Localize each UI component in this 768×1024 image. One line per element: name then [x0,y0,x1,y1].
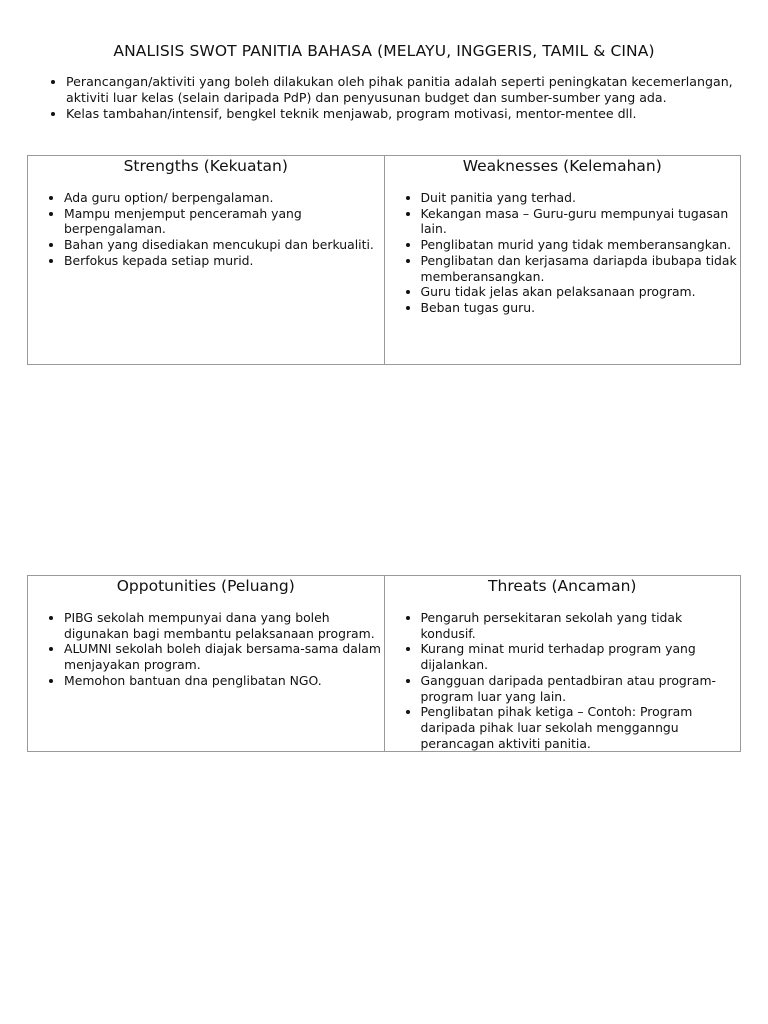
weaknesses-heading: Weaknesses (Kelemahan) [462,157,662,175]
opportunities-cell [28,576,385,752]
weaknesses-item: • Guru tidak jelas akan pelaksanaan program. [421,284,741,300]
intro-item: • Kelas tambahan/intensif, bengkel teknik menjawab, program motivasi, mentor-mentee dll. [66,106,756,122]
document-title: ANALISIS SWOT PANITIA BAHASA (MELAYU, INGGERIS, TAMIL & CINA) [113,42,655,60]
weaknesses-item: • Beban tugas guru. [421,300,741,316]
threats-item: • Kurang minat murid terhadap program yang dijalankan. [421,641,741,672]
opportunities-heading: Oppotunities (Peluang) [116,577,295,595]
threats-item: • Pengaruh persekitaran sekolah yang tidak kondusif. [421,610,741,641]
weaknesses-item: • Kekangan masa – Guru-guru mempunyai tugasan lain. [421,206,741,237]
swot-table-strengths-weaknesses [27,155,741,365]
opportunities-item: • Memohon bantuan dna penglibatan NGO. [64,673,384,689]
opportunities-item: • PIBG sekolah mempunyai dana yang boleh digunakan bagi membantu pelaksanaan program. [64,610,384,641]
opportunities-item: • ALUMNI sekolah boleh diajak bersama-sama dalam menjayakan program. [64,641,384,672]
weaknesses-item: • Penglibatan dan kerjasama dariapda ibubapa tidak memberansangkan. [421,253,741,284]
intro-list [48,74,756,122]
weaknesses-item: • Duit panitia yang terhad. [421,190,741,206]
threats-heading: Threats (Ancaman) [488,577,637,595]
strengths-heading: Strengths (Kekuatan) [123,157,288,175]
weaknesses-cell [384,156,741,365]
threats-list [385,610,741,751]
weaknesses-list [385,190,741,316]
strengths-cell [28,156,385,365]
threats-cell [384,576,741,752]
opportunities-list [28,610,384,689]
swot-table-opportunities-threats [27,575,741,752]
intro-item: • Perancangan/aktiviti yang boleh dilakukan oleh pihak panitia adalah seperti peningkatan kecemerlangan, aktiviti luar kelas (selain daripada PdP) dan penyusunan budget dan sumber-sumber yang ada. [66,74,756,106]
strengths-item: • Bahan yang disediakan mencukupi dan berkualiti. [64,237,384,253]
threats-item: • Penglibatan pihak ketiga – Contoh: Program daripada pihak luar sekolah mengganngu perancagan aktiviti panitia. [421,704,741,751]
weaknesses-item: • Penglibatan murid yang tidak memberansangkan. [421,237,741,253]
threats-item: • Gangguan daripada pentadbiran atau program-program luar yang lain. [421,673,741,704]
strengths-list [28,190,384,269]
strengths-item: • Mampu menjemput penceramah yang berpengalaman. [64,206,384,237]
strengths-item: • Berfokus kepada setiap murid. [64,253,384,269]
strengths-item: • Ada guru option/ berpengalaman. [64,190,384,206]
